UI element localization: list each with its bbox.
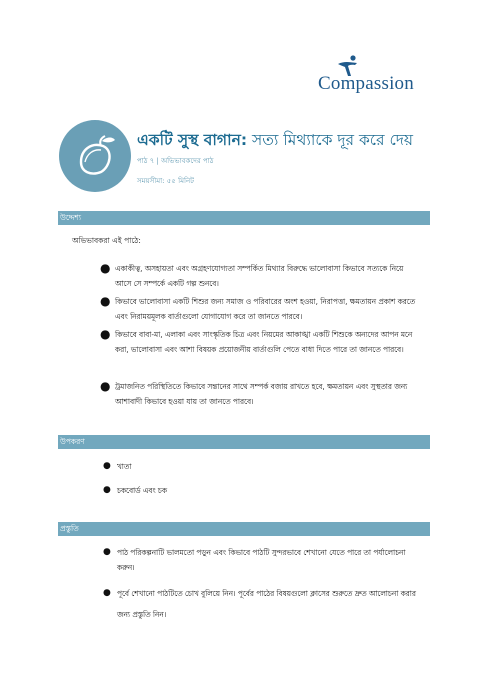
- mango-icon: [71, 132, 119, 180]
- section-heading-preparation: প্রস্তুতি: [60, 524, 79, 533]
- objective-item-text: কিভাবে বাবা-মা, এলাকা এবং সাংস্কৃতিক চিত্র এবং নিয়মের আকাঙ্খা একটি শিশুকে অন্যদের আপন মনে করা, ভালোবাসা এবং আশা বিষয়ক প্রয়োজনীয় বার্তাগুলি পেতে বাধা দিতে পারে তা জানতে পারবে।: [115, 330, 413, 354]
- bullet-icon: ●: [100, 379, 111, 393]
- objective-item-text: একাকীত্ব, অসহায়তা এবং অগ্রহণযোগ্যতা সম্পর্কিত মিথ্যার বিরুদ্ধে ভালোবাসা কিভাবে সত্যকে নিয়ে আসে সে সম্পর্কে একটি গল্প শুনবে।: [115, 264, 404, 288]
- compassion-logo: [318, 55, 433, 100]
- preparation-item-text: পূর্বে শেখানো পাঠটিতে চোখ বুলিয়ে নিন। পূর্বের পাঠের বিষয়গুলো ক্লাসের শুরুতে দ্রুত আলোচনা করার জন্য প্রস্তুতি নিন।: [117, 589, 416, 619]
- bullet-icon: ●: [100, 294, 111, 308]
- section-heading-objective: উদ্দেশ্য: [60, 213, 82, 222]
- lesson-subtitle: পাঠ ৭ | অভিভাবকদের পাঠ: [137, 157, 214, 165]
- bullet-icon: ●: [100, 327, 111, 341]
- logo-text: Compassion: [318, 73, 414, 94]
- objective-intro: অভিভাবকরা এই পাঠে:: [72, 236, 141, 245]
- materials-item: [103, 459, 421, 474]
- materials-item-text: খাতা: [117, 462, 132, 471]
- objective-item: [100, 327, 418, 357]
- bullet-icon: ●: [103, 461, 111, 471]
- lesson-icon-circle: [59, 120, 131, 192]
- objective-item: [100, 261, 418, 291]
- bullet-icon: ●: [103, 588, 111, 598]
- preparation-item: [103, 545, 421, 575]
- lesson-title: [137, 128, 413, 154]
- lesson-duration: সময়সীমা: ৫৫ মিনিট: [137, 177, 194, 185]
- section-bar-preparation: [58, 522, 430, 536]
- materials-item-text: চকবোর্ড এবং চক: [117, 486, 167, 495]
- lesson-title-rest: সত্য মিথ্যাকে দূর করে দেয়: [251, 131, 414, 149]
- objective-item: [100, 294, 418, 324]
- section-bar-materials: [58, 435, 430, 449]
- objective-item: [100, 379, 418, 409]
- bullet-icon: ●: [100, 261, 111, 275]
- objective-item-text: কিভাবে ভালোবাসা একটি শিশুর জন্য সমাজ ও পরিবারের অংশ হওয়া, নিরাপত্তা, ক্ষমতায়ন প্রকাশ করতে এবং নিরাময়মূলক বার্তাগুলো যোগাযোগ করে তা জানতে পারবে।: [115, 297, 416, 321]
- materials-item: [103, 483, 421, 498]
- section-heading-materials: উপকরণ: [60, 437, 85, 446]
- lesson-title-bold: একটি সুস্থ বাগান:: [137, 131, 248, 149]
- preparation-item: [103, 583, 421, 625]
- bullet-icon: ●: [103, 547, 111, 557]
- preparation-item-text: পাঠ পরিকল্পনাটি ভালমতো পড়ুন এবং কিভাবে পাঠটি সুন্দরভাবে শেখানো যেতে পারে তা পর্যালোচনা করুন।: [117, 548, 406, 572]
- bullet-icon: ●: [103, 485, 111, 495]
- objective-item-text: ট্রমাজনিত পরিস্থিতিতে কিভাবে সন্তানের সাথে সম্পর্ক বজায় রাখতে হবে, ক্ষমতায়ন এবং সুস্থতার জন্য আশাবাদী কিভাবে হওয়া যায় তা জানতে পারবে।: [115, 382, 408, 406]
- section-bar-objective: [58, 211, 430, 225]
